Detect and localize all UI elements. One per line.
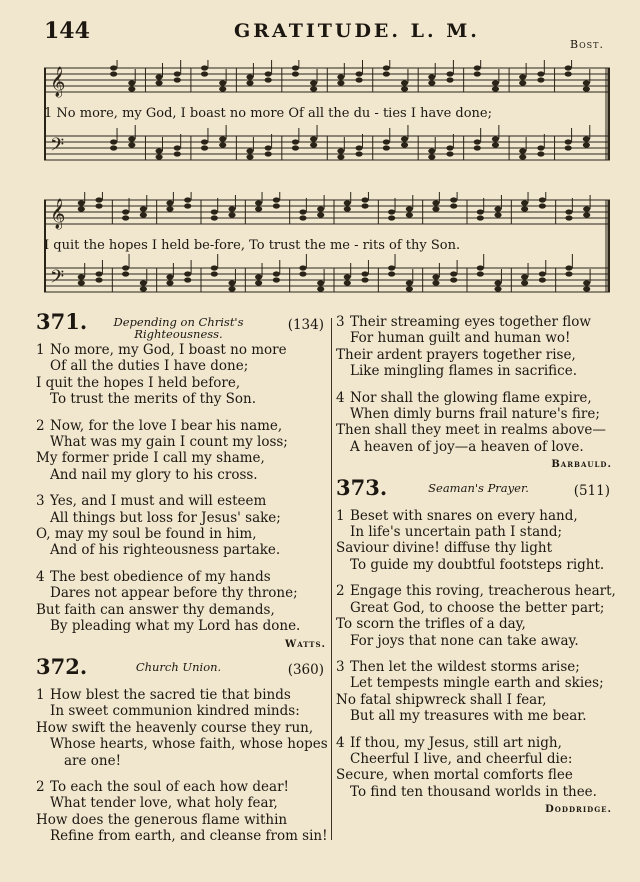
stanza [336, 735, 612, 801]
page-number: 144 [44, 18, 90, 44]
verse-number: 3 [36, 493, 45, 510]
hymn-372 [36, 653, 328, 845]
stanza-line [336, 524, 612, 540]
line-text: Yes, and I must and will esteem [50, 493, 267, 510]
stanza-line [336, 406, 612, 422]
line-text: But faith can answer thy demands, [36, 601, 275, 618]
stanza-line [36, 618, 326, 634]
hymn-subtitle: Seaman's Prayer. [428, 480, 529, 495]
stanza-line [336, 784, 612, 800]
line-text: Saviour divine! diffuse thy light [336, 540, 552, 557]
tune-reference: (134) [287, 317, 324, 333]
line-text: How swift the heavenly course they run, [36, 719, 314, 736]
stanza-line [336, 659, 612, 675]
line-text: Secure, when mortal comforts flee [336, 767, 573, 784]
stanza [36, 569, 326, 635]
stanza-line [336, 600, 612, 616]
line-text: All things but loss for Jesus' sake; [50, 509, 281, 526]
verse-number: 1 [336, 507, 345, 524]
line-text: Whose hearts, whose faith, whose hopes [50, 736, 328, 753]
stanza-line [36, 375, 326, 391]
line-text: No fatal shipwreck shall I fear, [336, 691, 547, 708]
stanza-line [336, 633, 612, 649]
line-text: Of all the duties I have done; [50, 358, 249, 375]
stanza-line [36, 358, 326, 374]
stanza-line [336, 363, 612, 379]
stanza-line [336, 751, 612, 767]
page-header [44, 18, 604, 51]
bass-clef-icon: 𝄢 [50, 267, 65, 292]
right-column [336, 314, 616, 825]
verse-number: 1 [36, 686, 45, 703]
hymn-author: Watts. [285, 638, 326, 650]
line-text: No more, my God, I boast no more [50, 342, 287, 358]
line-text: In life's uncertain path I stand; [350, 524, 563, 541]
stanza [336, 583, 616, 649]
line-text: To each the soul of each how dear! [50, 778, 289, 795]
hymn-373 [336, 474, 616, 819]
stanza-line [336, 767, 612, 783]
line-text: are one! [64, 752, 122, 769]
bass-clef-icon: 𝄢 [50, 135, 65, 160]
stanza [36, 493, 326, 559]
stanza [36, 342, 326, 408]
line-text: Great God, to choose the better part; [350, 599, 605, 616]
line-text: Their ardent prayers together rise, [336, 346, 576, 363]
stanza-line [336, 314, 612, 330]
stanza-line [336, 540, 612, 556]
line-text: And of his righteousness partake. [50, 542, 281, 559]
stanza [36, 687, 326, 769]
stanza-line [36, 703, 326, 719]
stanza-line [36, 812, 326, 828]
stanza-line [336, 675, 612, 691]
hymn-number: 373. [336, 474, 388, 500]
verse-number: 2 [336, 583, 345, 600]
line-text: A heaven of joy—a heaven of love. [350, 438, 584, 455]
line-text: But all my treasures with me bear. [350, 708, 587, 725]
stanza-line [36, 569, 326, 585]
line-text: What tender love, what holy fear, [50, 795, 278, 812]
verse-number: 4 [36, 568, 45, 585]
stanza-line [336, 692, 612, 708]
stanza-line [36, 602, 326, 618]
composer-name: Bost. [570, 38, 604, 51]
lyrics-line-1: 1 No more, my God, I boast no more Of all the du - ties I have done; [44, 106, 492, 121]
stanza [336, 314, 612, 380]
hymn-subtitle: Church Union. [135, 659, 222, 674]
stanza-line [36, 434, 326, 450]
stanza-line [336, 508, 612, 524]
lyrics-line-2: I quit the hopes I held be-fore, To trust the me - rits of thy Son. [44, 238, 461, 253]
stanza-line [36, 795, 326, 811]
hymn-author: Barbauld. [551, 459, 612, 471]
line-text: To guide my doubtful footsteps right. [350, 556, 605, 573]
line-text: To trust the merits of thy Son. [50, 391, 257, 408]
line-text: In sweet communion kindred minds: [50, 703, 300, 720]
stanza [36, 418, 326, 484]
stanza-line [336, 557, 612, 573]
stanza-line [336, 735, 612, 751]
stanza-line [36, 585, 326, 601]
line-text: Like mingling flames in sacrifice. [350, 363, 577, 380]
hymn-371 [36, 309, 326, 653]
line-text: And nail my glory to his cross. [50, 466, 258, 483]
line-text: If thou, my Jesus, still art nigh, [350, 734, 562, 751]
line-text: Nor shall the glowing flame expire, [350, 389, 592, 406]
verse-number: 4 [336, 389, 345, 406]
line-text: To find ten thousand worlds in thee. [350, 783, 597, 800]
stanza-line [36, 720, 326, 736]
verse-number: 2 [36, 778, 45, 795]
stanza-line [36, 828, 326, 844]
line-text: To scorn the trifles of a day, [336, 616, 526, 633]
verse-number: 3 [336, 658, 345, 675]
hymn-subtitle: Depending on Christ's Righteousness. [113, 315, 244, 341]
line-text: By pleading what my Lord has done. [50, 618, 301, 635]
stanza-line [36, 526, 326, 542]
stanza-line [336, 422, 612, 438]
stanza [336, 508, 612, 574]
line-text: My former pride I call my shame, [36, 450, 265, 467]
stanza-line [36, 779, 326, 795]
verse-number: 2 [36, 417, 45, 434]
stanza [336, 390, 612, 456]
stanza-line [336, 583, 616, 600]
stanza-line [36, 493, 326, 509]
hymn-372-continued [336, 314, 612, 455]
line-text: For human guilt and human wo! [350, 330, 571, 347]
line-text: How does the generous flame within [36, 811, 288, 828]
line-text: Refine from earth, and cleanse from sin! [50, 828, 328, 845]
stanza-line [36, 542, 326, 558]
line-text: The best obedience of my hands [50, 568, 271, 585]
stanza-line [336, 330, 612, 346]
hymn-stanzas [336, 507, 616, 801]
verse-number: 3 [336, 314, 345, 330]
stanza-line [36, 418, 326, 434]
hymn-author: Doddridge. [545, 804, 612, 816]
line-text: Their streaming eyes together flow [350, 314, 591, 330]
stanza-line [36, 342, 326, 358]
column-divider [331, 318, 332, 840]
line-text: Then let the wildest storms arise; [350, 658, 580, 675]
hymn-stanzas [36, 687, 326, 845]
stanza-line [36, 753, 326, 769]
stanza-line [36, 687, 326, 703]
hymn-number: 372. [36, 653, 88, 679]
stanza-line [336, 390, 612, 406]
stanza-line [36, 736, 326, 752]
tune-reference: (511) [573, 482, 610, 499]
line-text: For joys that none can take away. [350, 632, 579, 649]
stanza [336, 659, 612, 725]
stanza-line [36, 450, 326, 466]
stanza-line [336, 708, 612, 724]
line-text: How blest the sacred tie that binds [50, 686, 291, 703]
line-text: O, may my soul be found in him, [36, 526, 257, 543]
line-text: Now, for the love I bear his name, [50, 417, 283, 434]
music-system-1 [44, 60, 610, 175]
treble-clef-icon: 𝄞 [50, 199, 66, 229]
line-text: I quit the hopes I held before, [36, 374, 241, 391]
hymn-stanzas [36, 342, 326, 635]
line-text: Let tempests mingle earth and skies; [350, 675, 604, 692]
stanza-line [336, 439, 612, 455]
stanza-line [36, 467, 326, 483]
stanza-line [336, 616, 612, 632]
tune-reference: (360) [287, 661, 324, 678]
stanza-line [336, 347, 612, 363]
stanza-line [36, 510, 326, 526]
hymn-number: 371. [36, 309, 88, 334]
tune-title: GRATITUDE. L. M. [234, 20, 480, 42]
line-text: Engage this roving, treacherous heart, [350, 583, 616, 600]
line-text: When dimly burns frail nature's fire; [350, 406, 600, 423]
left-column [36, 309, 328, 855]
line-text: What was my gain I count my loss; [50, 434, 288, 451]
verse-number: 4 [336, 734, 345, 751]
line-text: Beset with snares on every hand, [350, 507, 578, 524]
treble-clef-icon: 𝄞 [50, 67, 66, 97]
music-system-2 [44, 192, 610, 307]
line-text: Then shall they meet in realms above— [336, 422, 606, 439]
stanza-line [36, 391, 326, 407]
verse-number: 1 [36, 342, 45, 358]
stanza [36, 779, 326, 845]
line-text: Cheerful I live, and cheerful die: [350, 750, 573, 767]
line-text: Dares not appear before thy throne; [50, 585, 298, 602]
